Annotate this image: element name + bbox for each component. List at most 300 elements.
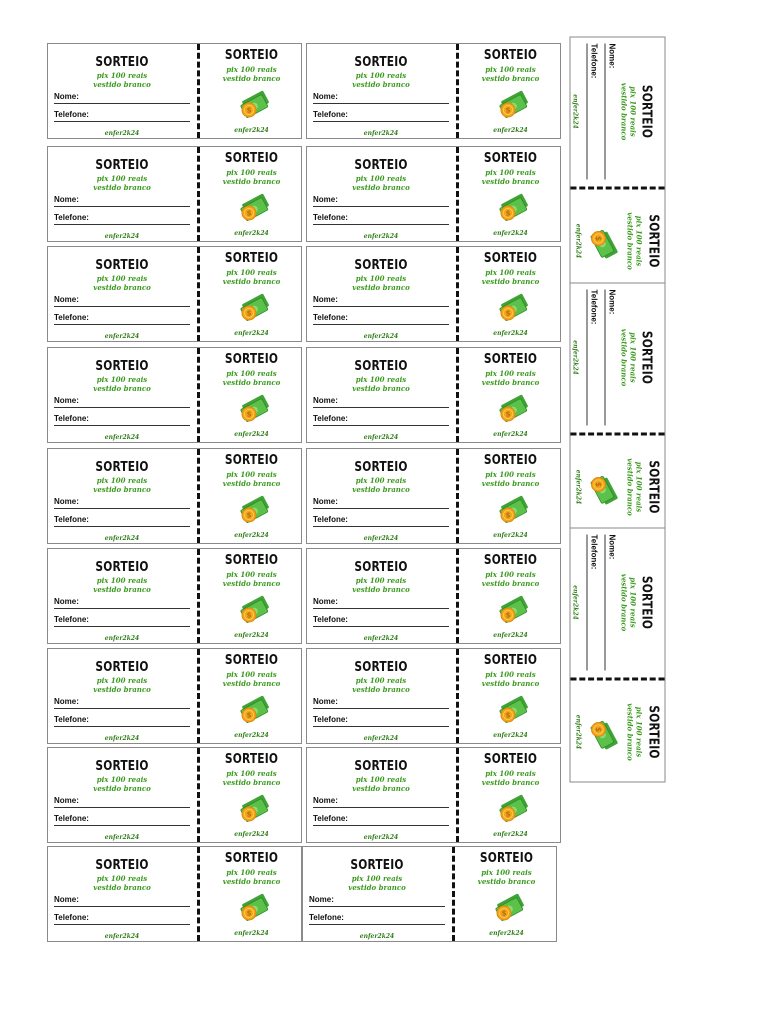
name-field: [313, 796, 449, 808]
stub-prize: [200, 65, 303, 83]
ticket-code: enfer2k24: [104, 434, 140, 441]
phone-field: [54, 913, 190, 925]
name-field: [54, 92, 190, 104]
prize-line-1: pix 100 reais: [96, 775, 148, 784]
raffle-ticket: [306, 648, 561, 744]
stub-prize-line-2: vestido branco: [481, 277, 540, 286]
ticket-stub: [200, 348, 303, 442]
prize-line-1: pix 100 reais: [355, 676, 407, 685]
stub-prize-line-1: pix 100 reais: [226, 168, 277, 177]
ticket-title: SORTEIO: [95, 560, 149, 575]
money-icon: [496, 394, 530, 424]
ticket-prize: [307, 174, 455, 192]
ticket-main-part: [571, 529, 665, 677]
rotated-ticket-holder: [567, 535, 669, 775]
prize-line-1: pix 100 reais: [96, 375, 148, 384]
phone-label: Telefone:: [589, 534, 599, 570]
prize-line-2: vestido branco: [352, 485, 410, 494]
stub-title: SORTEIO: [645, 214, 661, 268]
raffle-ticket: [47, 43, 302, 139]
phone-label: Telefone:: [313, 615, 348, 624]
raffle-ticket: [47, 347, 302, 443]
svg-text:$: $: [246, 209, 252, 218]
ticket-code: enfer2k24: [363, 233, 399, 240]
stub-title: SORTEIO: [483, 553, 538, 568]
stub-prize-line-2: vestido branco: [481, 74, 540, 83]
stub-prize: [626, 436, 644, 539]
stub-code: enfer2k24: [234, 127, 269, 134]
phone-field: [54, 110, 190, 122]
ticket-stub: [200, 748, 303, 842]
prize-line-2: vestido branco: [93, 685, 151, 694]
name-label: Nome:: [313, 295, 338, 304]
ticket-prize: [48, 676, 196, 694]
money-icon: [237, 394, 271, 424]
stub-title: SORTEIO: [224, 553, 279, 568]
stub-code: enfer2k24: [234, 831, 269, 838]
money-icon: [496, 495, 530, 525]
stub-prize: [200, 670, 303, 688]
prize-line-2: vestido branco: [352, 685, 410, 694]
prize-line-2: vestido branco: [352, 784, 410, 793]
phone-label: Telefone:: [313, 414, 348, 423]
stub-code: enfer2k24: [493, 732, 528, 739]
stub-prize-line-1: pix 100 reais: [226, 268, 277, 277]
ticket-code: enfer2k24: [104, 635, 140, 642]
phone-label: Telefone:: [313, 313, 348, 322]
svg-text:$: $: [505, 106, 511, 115]
stub-prize: [200, 570, 303, 588]
name-label: Nome:: [54, 697, 79, 706]
ticket-stub: [200, 847, 303, 941]
stub-prize-line-1: pix 100 reais: [226, 369, 277, 378]
money-icon: [237, 293, 271, 323]
stub-prize-line-2: vestido branco: [222, 177, 281, 186]
ticket-title: SORTEIO: [354, 258, 408, 273]
money-icon: [496, 90, 530, 120]
phone-field: [54, 313, 190, 325]
svg-text:$: $: [501, 909, 507, 918]
phone-label: Telefone:: [589, 289, 599, 325]
ticket-main-part: [48, 147, 196, 241]
money-icon: [237, 90, 271, 120]
ticket-code: enfer2k24: [571, 340, 579, 375]
prize-line-1: pix 100 reais: [351, 874, 403, 883]
stub-code: enfer2k24: [493, 431, 528, 438]
prize-line-1: pix 100 reais: [628, 577, 638, 628]
stub-title: SORTEIO: [224, 151, 279, 166]
stub-code: enfer2k24: [234, 732, 269, 739]
stub-prize-line-2: vestido branco: [481, 177, 540, 186]
ticket-main-part: [571, 284, 665, 432]
ticket-code: enfer2k24: [571, 585, 579, 620]
stub-prize-line-2: vestido branco: [222, 74, 281, 83]
ticket-stub: [459, 44, 562, 138]
prize-line-1: pix 100 reais: [355, 576, 407, 585]
ticket-main-part: [307, 348, 455, 442]
money-icon: [237, 595, 271, 625]
svg-text:$: $: [246, 711, 252, 720]
money-icon: [237, 193, 271, 223]
svg-text:$: $: [246, 810, 252, 819]
stub-prize-line-2: vestido branco: [477, 877, 536, 886]
raffle-ticket: [306, 43, 561, 139]
ticket-prize: [307, 676, 455, 694]
raffle-ticket: [47, 747, 302, 843]
ticket-stub: [571, 681, 665, 784]
ticket-stub: [455, 847, 558, 941]
ticket-code: enfer2k24: [104, 834, 140, 841]
phone-field: [587, 44, 599, 180]
stub-prize-line-1: pix 100 reais: [485, 470, 536, 479]
prize-line-2: vestido branco: [352, 384, 410, 393]
ticket-code: enfer2k24: [571, 94, 579, 129]
stub-prize-line-2: vestido branco: [222, 778, 281, 787]
ticket-title: SORTEIO: [354, 460, 408, 475]
ticket-prize: [303, 874, 451, 892]
stub-prize-line-1: pix 100 reais: [226, 670, 277, 679]
stub-title: SORTEIO: [224, 752, 279, 767]
money-icon: [237, 695, 271, 725]
ticket-stub: [200, 449, 303, 543]
svg-text:$: $: [246, 309, 252, 318]
phone-field: [313, 414, 449, 426]
ticket-code: enfer2k24: [359, 933, 395, 940]
stub-prize-line-1: pix 100 reais: [226, 570, 277, 579]
stub-prize-line-1: pix 100 reais: [481, 868, 532, 877]
stub-code: enfer2k24: [493, 127, 528, 134]
stub-prize: [626, 190, 644, 293]
raffle-ticket: [306, 347, 561, 443]
phone-label: Telefone:: [313, 715, 348, 724]
svg-text:$: $: [593, 236, 602, 241]
money-icon: [496, 193, 530, 223]
name-field: [313, 497, 449, 509]
svg-text:$: $: [505, 611, 511, 620]
ticket-prize: [307, 375, 455, 393]
stub-code: enfer2k24: [234, 532, 269, 539]
stub-prize: [626, 681, 644, 784]
name-field: [605, 290, 617, 426]
prize-line-1: pix 100 reais: [628, 332, 638, 383]
ticket-main-part: [307, 44, 455, 138]
svg-text:$: $: [505, 309, 511, 318]
prize-line-1: pix 100 reais: [355, 174, 407, 183]
name-field: [54, 796, 190, 808]
ticket-title: SORTEIO: [354, 158, 408, 173]
name-label: Nome:: [313, 195, 338, 204]
stub-title: SORTEIO: [645, 705, 661, 759]
ticket-code: enfer2k24: [363, 333, 399, 340]
name-label: Nome:: [54, 796, 79, 805]
name-field: [313, 92, 449, 104]
ticket-main-part: [48, 549, 196, 643]
money-icon: [589, 227, 619, 261]
name-field: [54, 195, 190, 207]
stub-title: SORTEIO: [483, 653, 538, 668]
prize-line-2: vestido branco: [619, 328, 629, 387]
ticket-title: SORTEIO: [638, 330, 654, 385]
ticket-prize: [48, 375, 196, 393]
ticket-main-part: [48, 44, 196, 138]
ticket-prize: [48, 775, 196, 793]
svg-text:$: $: [505, 711, 511, 720]
prize-line-1: pix 100 reais: [355, 274, 407, 283]
ticket-prize: [620, 38, 638, 186]
name-label: Nome:: [607, 534, 617, 560]
prize-line-2: vestido branco: [93, 80, 151, 89]
ticket-stub: [200, 147, 303, 241]
stub-title: SORTEIO: [224, 251, 279, 266]
ticket-stub: [459, 748, 562, 842]
ticket-main-part: [48, 847, 196, 941]
phone-label: Telefone:: [54, 814, 89, 823]
name-label: Nome:: [313, 92, 338, 101]
phone-label: Telefone:: [54, 414, 89, 423]
svg-text:$: $: [593, 727, 602, 732]
phone-field: [54, 715, 190, 727]
name-label: Nome:: [313, 697, 338, 706]
ticket-stub: [200, 44, 303, 138]
svg-text:$: $: [246, 611, 252, 620]
stub-prize-line-2: vestido branco: [222, 277, 281, 286]
prize-line-1: pix 100 reais: [355, 71, 407, 80]
stub-prize-line-1: pix 100 reais: [634, 461, 644, 513]
name-field: [309, 895, 445, 907]
prize-line-1: pix 100 reais: [355, 775, 407, 784]
phone-label: Telefone:: [54, 515, 89, 524]
stub-title: SORTEIO: [224, 453, 279, 468]
ticket-main-part: [307, 549, 455, 643]
phone-label: Telefone:: [54, 715, 89, 724]
money-icon: [237, 893, 271, 923]
raffle-ticket: [47, 846, 302, 942]
raffle-ticket: [47, 146, 302, 242]
ticket-stub: [571, 436, 665, 539]
prize-line-1: pix 100 reais: [96, 576, 148, 585]
raffle-ticket: [302, 846, 557, 942]
phone-field: [313, 213, 449, 225]
stub-prize-line-2: vestido branco: [625, 212, 635, 270]
phone-field: [313, 313, 449, 325]
stub-title: SORTEIO: [224, 48, 279, 63]
ticket-prize: [307, 576, 455, 594]
phone-label: Telefone:: [54, 615, 89, 624]
phone-label: Telefone:: [54, 110, 89, 119]
stub-title: SORTEIO: [224, 653, 279, 668]
stub-prize: [200, 168, 303, 186]
name-label: Nome:: [54, 597, 79, 606]
prize-line-2: vestido branco: [93, 283, 151, 292]
ticket-code: enfer2k24: [363, 535, 399, 542]
prize-line-2: vestido branco: [93, 384, 151, 393]
phone-field: [313, 515, 449, 527]
money-icon: [496, 293, 530, 323]
stub-title: SORTEIO: [224, 851, 279, 866]
ticket-code: enfer2k24: [104, 535, 140, 542]
money-icon: [237, 495, 271, 525]
prize-line-2: vestido branco: [93, 183, 151, 192]
stub-prize-line-2: vestido branco: [222, 479, 281, 488]
name-field: [605, 44, 617, 180]
raffle-ticket: [570, 37, 666, 292]
raffle-ticket: [306, 747, 561, 843]
ticket-prize: [48, 576, 196, 594]
stub-prize-line-1: pix 100 reais: [226, 65, 277, 74]
phone-field: [313, 110, 449, 122]
stub-prize-line-1: pix 100 reais: [634, 215, 644, 267]
ticket-code: enfer2k24: [363, 735, 399, 742]
stub-code: enfer2k24: [493, 532, 528, 539]
prize-line-2: vestido branco: [93, 585, 151, 594]
stub-prize: [200, 868, 303, 886]
raffle-ticket: [570, 283, 666, 538]
ticket-main-part: [48, 649, 196, 743]
ticket-title: SORTEIO: [354, 55, 408, 70]
ticket-code: enfer2k24: [104, 933, 140, 940]
stub-prize-line-1: pix 100 reais: [485, 65, 536, 74]
phone-label: Telefone:: [313, 213, 348, 222]
phone-field: [54, 615, 190, 627]
stub-prize: [200, 268, 303, 286]
stub-prize-line-2: vestido branco: [625, 703, 635, 761]
name-field: [54, 497, 190, 509]
stub-prize-line-1: pix 100 reais: [485, 168, 536, 177]
ticket-code: enfer2k24: [363, 635, 399, 642]
ticket-title: SORTEIO: [354, 560, 408, 575]
stub-code: enfer2k24: [574, 469, 582, 505]
stub-prize-line-2: vestido branco: [625, 458, 635, 516]
stub-prize-line-2: vestido branco: [481, 479, 540, 488]
stub-prize-line-1: pix 100 reais: [485, 769, 536, 778]
prize-line-1: pix 100 reais: [96, 676, 148, 685]
ticket-code: enfer2k24: [104, 735, 140, 742]
stub-prize-line-1: pix 100 reais: [485, 268, 536, 277]
ticket-stub: [571, 190, 665, 293]
stub-code: enfer2k24: [234, 330, 269, 337]
ticket-prize: [620, 529, 638, 677]
prize-line-2: vestido branco: [93, 485, 151, 494]
ticket-main-part: [307, 748, 455, 842]
ticket-title: SORTEIO: [95, 660, 149, 675]
stub-title: SORTEIO: [479, 851, 534, 866]
ticket-title: SORTEIO: [95, 359, 149, 374]
stub-prize: [200, 769, 303, 787]
ticket-prize: [620, 284, 638, 432]
prize-line-2: vestido branco: [619, 573, 629, 632]
money-icon: [492, 893, 526, 923]
ticket-main-part: [571, 38, 665, 186]
ticket-main-part: [48, 449, 196, 543]
raffle-ticket: [47, 448, 302, 544]
stub-code: enfer2k24: [574, 223, 582, 259]
ticket-stub: [459, 247, 562, 341]
stub-prize-line-2: vestido branco: [222, 378, 281, 387]
stub-prize: [459, 268, 562, 286]
stub-code: enfer2k24: [493, 632, 528, 639]
stub-title: SORTEIO: [483, 48, 538, 63]
ticket-main-part: [307, 449, 455, 543]
name-label: Nome:: [54, 895, 79, 904]
stub-title: SORTEIO: [483, 151, 538, 166]
name-field: [313, 396, 449, 408]
prize-line-1: pix 100 reais: [96, 874, 148, 883]
stub-prize: [459, 570, 562, 588]
raffle-ticket: [306, 246, 561, 342]
stub-title: SORTEIO: [645, 460, 661, 514]
ticket-prize: [48, 274, 196, 292]
name-field: [313, 597, 449, 609]
stub-code: enfer2k24: [493, 831, 528, 838]
stub-code: enfer2k24: [493, 230, 528, 237]
stub-title: SORTEIO: [483, 251, 538, 266]
name-field: [313, 697, 449, 709]
prize-line-2: vestido branco: [93, 784, 151, 793]
phone-label: Telefone:: [309, 913, 344, 922]
svg-text:$: $: [505, 410, 511, 419]
stub-prize-line-1: pix 100 reais: [485, 570, 536, 579]
svg-text:$: $: [246, 909, 252, 918]
name-label: Nome:: [607, 289, 617, 315]
stub-prize-line-2: vestido branco: [481, 579, 540, 588]
stub-prize: [455, 868, 558, 886]
ticket-title: SORTEIO: [638, 575, 654, 630]
svg-text:$: $: [593, 482, 602, 487]
phone-field: [54, 515, 190, 527]
stub-prize: [459, 670, 562, 688]
stub-prize-line-1: pix 100 reais: [226, 769, 277, 778]
ticket-prize: [48, 476, 196, 494]
ticket-code: enfer2k24: [363, 130, 399, 137]
name-label: Nome:: [607, 43, 617, 69]
raffle-ticket: [306, 448, 561, 544]
ticket-prize: [307, 775, 455, 793]
stub-prize-line-1: pix 100 reais: [226, 868, 277, 877]
ticket-stub: [459, 348, 562, 442]
phone-label: Telefone:: [313, 814, 348, 823]
money-icon: [589, 473, 619, 507]
ticket-code: enfer2k24: [363, 434, 399, 441]
ticket-main-part: [48, 748, 196, 842]
prize-line-1: pix 100 reais: [628, 86, 638, 137]
ticket-stub: [200, 549, 303, 643]
svg-text:$: $: [505, 511, 511, 520]
stub-prize-line-1: pix 100 reais: [485, 670, 536, 679]
ticket-title: SORTEIO: [95, 858, 149, 873]
ticket-stub: [459, 549, 562, 643]
ticket-stub: [459, 649, 562, 743]
prize-line-2: vestido branco: [352, 585, 410, 594]
ticket-main-part: [307, 247, 455, 341]
stub-prize: [200, 369, 303, 387]
name-field: [54, 697, 190, 709]
prize-line-2: vestido branco: [352, 80, 410, 89]
stub-code: enfer2k24: [234, 632, 269, 639]
ticket-stub: [200, 247, 303, 341]
stub-prize: [459, 769, 562, 787]
stub-code: enfer2k24: [234, 431, 269, 438]
ticket-main-part: [307, 147, 455, 241]
phone-field: [587, 535, 599, 671]
prize-line-1: pix 100 reais: [355, 375, 407, 384]
money-icon: [496, 695, 530, 725]
svg-text:$: $: [505, 810, 511, 819]
money-icon: [589, 718, 619, 752]
name-label: Nome:: [309, 895, 334, 904]
phone-label: Telefone:: [54, 913, 89, 922]
phone-label: Telefone:: [589, 43, 599, 79]
name-label: Nome:: [54, 396, 79, 405]
